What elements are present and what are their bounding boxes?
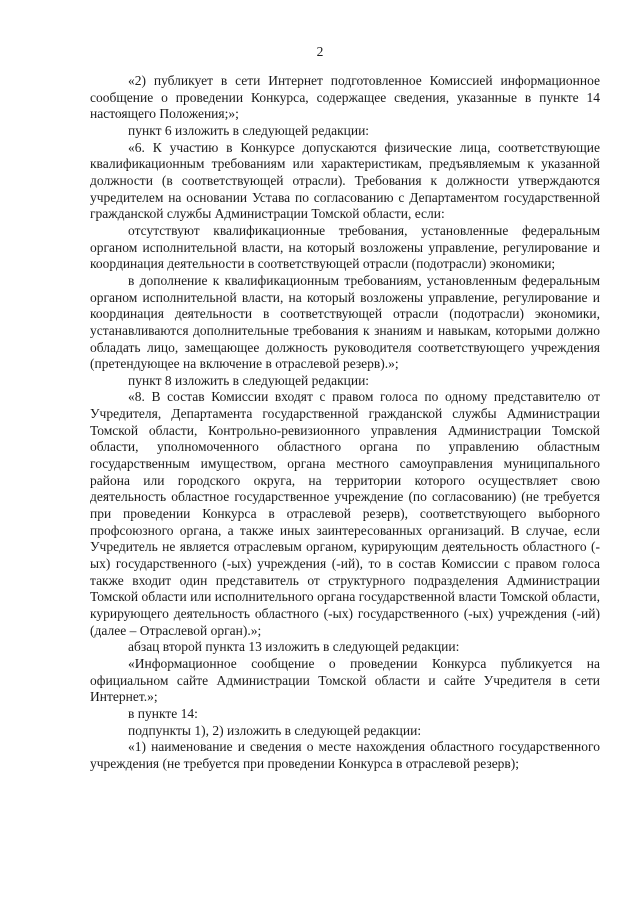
paragraph-point-8-text: «8. В состав Комиссии входят с правом голоса по одному представителю от Учредителя, Департамента государственной гражданской службы Администрации Томской области, Контрольно-ревизионного управления Администрации Томской области, уполномоченного областного органа по управлению областным государственным имуществом, органа местного самоуправления муниципального района или городского округа, на территории которого осуществляет свою деятельность областное государственное учреждение (по согласованию) (не требуется при проведении Конкурса в отраслевой резерв), соответствующего выборного профсоюзного органа, а также иных заинтересованных организаций. В случае, если Учредитель не является отраслевым органом, курирующим деятельность областного (-ых) государственного (-ых) учреждения (-ий), то в состав Комиссии с правом голоса также входит один представитель от структурного подразделения Администрации Томской области или исполнительного органа государственной власти Томской области, курирующего деятельность областного (-ых) государственного (-ых) учреждения (-ий) (далее – Отраслевой орган).»; xyxy=(90,389,600,638)
paragraph-in-point-14: в пункте 14: xyxy=(128,705,198,721)
page-number: 2 xyxy=(316,44,324,59)
paragraph-amend-point-6: пункт 6 изложить в следующей редакции: xyxy=(128,122,370,138)
paragraph-subpoint-1-text: «1) наименование и сведения о месте нахождения областного государственного учреждения (не требуется при проведении Конкурса в отраслевой резерв); xyxy=(90,739,600,771)
paragraph-no-requirements: отсутствуют квалификационные требования, установленные федеральным органом исполнительной власти, на который возложены управление, регулирование и координация деятельности в соответствующей отрасли (подотрасли) экономики; xyxy=(90,222,600,272)
paragraph-amend-point-13: абзац второй пункта 13 изложить в следующей редакции: xyxy=(128,639,460,655)
paragraph-point-6-text: «6. К участию в Конкурсе допускаются физические лица, соответствующие квалификационным требованиям или характеристикам, предъявляемым к указанной должности (в соответствующей отрасли). Требования к должности утверждаются учредителем на основании Устава по согласованию с Департаментом государственной гражданской службы Администрации Томской области, если: xyxy=(90,139,600,222)
paragraph-amend-point-8: пункт 8 изложить в следующей редакции: xyxy=(128,372,370,388)
paragraph-subpoints-1-2: подпункты 1), 2) изложить в следующей редакции: xyxy=(128,722,422,738)
paragraph-additional-requirements: в дополнение к квалификационным требованиям, установленным федеральным органом исполнительной власти, на который возложены управление, регулирование и координация деятельности в соответствующей отрасли (подотрасли) экономики, устанавливаются дополнительные требования к знаниям и навыкам, которыми должно обладать лицо, замещающее должность руководителя соответствующего учреждения (претендующее на включение в отраслевой резерв).»; xyxy=(90,272,600,372)
paragraph-item-2-publication: «2) публикует в сети Интернет подготовленное Комиссией информационное сообщение о проведении Конкурса, содержащее сведения, указанные в пункте 14 настоящего Положения;»; xyxy=(90,73,600,122)
paragraph-point-13-text: «Информационное сообщение о проведении Конкурса публикуется на официальном сайте Администрации Томской области и сайте Учредителя в сети Интернет.»; xyxy=(90,655,600,705)
document-body xyxy=(90,73,600,773)
